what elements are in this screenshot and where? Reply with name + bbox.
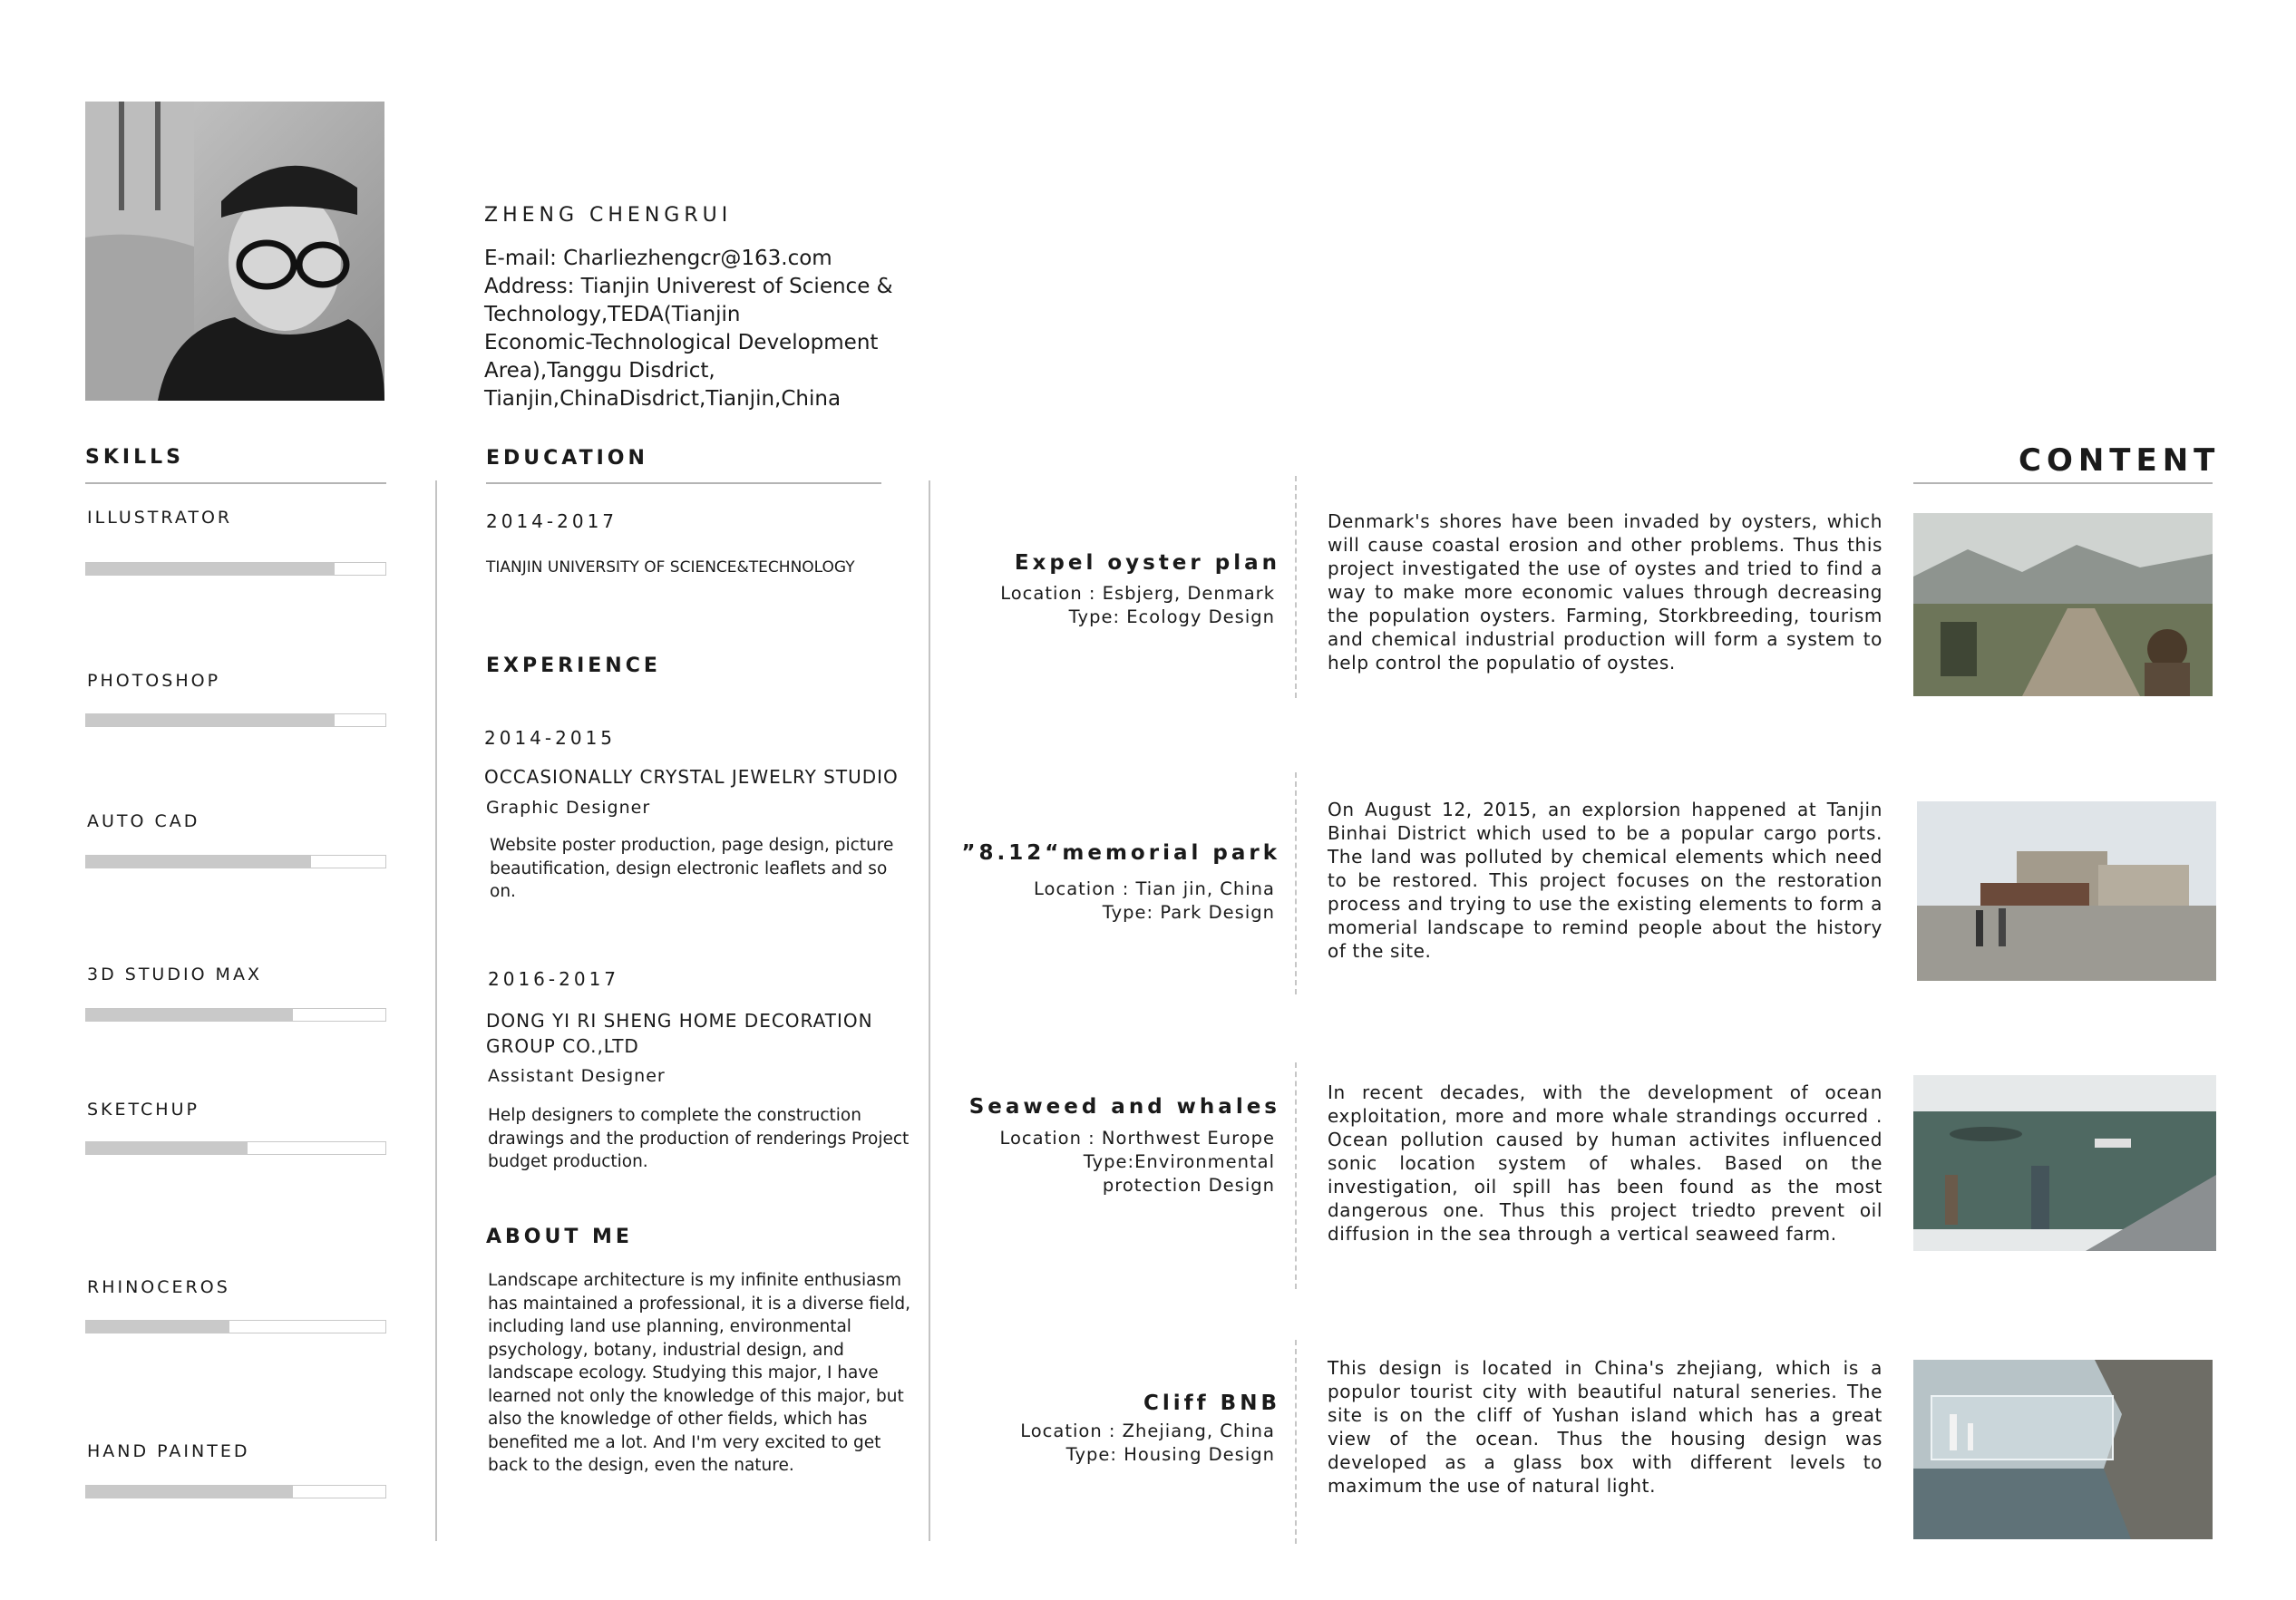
skill-label: 3D STUDIO MAX [87,965,262,984]
content-title: CONTENT [2019,442,2221,479]
dashed-divider [1295,1340,1297,1544]
project-title: Cliff BNB [1143,1392,1280,1415]
job-description: Website poster production, page design, picture beautification, design electronic leaflets and so on. [490,836,894,901]
job-description: Help designers to complete the construction drawings and the production of renderings Project budget production. [488,1106,910,1171]
project-image [1913,1360,2213,1539]
project-location: Location : Tian jin, China [1034,878,1275,899]
project-description: This design is located in China's zhejiang, which is a populor tourist city with beautiful natural seneries. The site is on the cliff of Yushan island which has a great view of the ocean. Thus the housing design was developed as a glass box with different levels to maximum the use of natural light. [1328,1357,1883,1497]
job-years: 2016-2017 [488,968,620,990]
skill-fill [86,856,311,868]
job-role: Graphic Designer [486,798,651,818]
skill-label: HAND PAINTED [87,1441,250,1461]
skill-bar [85,713,386,727]
education-rule [486,482,881,484]
project-image [1913,513,2213,696]
dashed-divider [1295,1062,1297,1289]
project-location: Location : Esbjerg, Denmark [1000,583,1275,604]
project-type: Type: Park Design [1102,902,1275,923]
skill-label: RHINOCEROS [87,1277,230,1297]
skill-bar [85,855,386,868]
dashed-divider [1295,476,1297,698]
about-text: Landscape architecture is my infinite enthusiasm has maintained a professional, it is a diverse field, including land use planning, environmental psychology, botany, industrial design, and landscape ecology. Studying this major, I have learned not only the knowledge of this major, but also the knowledge of other fields, which has benefited me a lot. And I'm very excited to get back to the design, even the nature. [488,1271,911,1475]
skill-bar [85,1008,386,1022]
skill-bar [85,562,386,576]
address-line: Technology,TEDA(Tianjin [484,303,741,326]
job-years: 2014-2015 [484,727,617,749]
skills-rule [85,482,386,484]
profile-photo [85,102,384,401]
job-role: Assistant Designer [488,1066,666,1086]
project-location: Location : Zhejiang, China [1020,1421,1275,1441]
project-title: ”8.12“memorial park [961,841,1280,865]
address-line: Economic-Technological Development [484,331,879,354]
project-description: Denmark's shores have been invaded by oysters, which will cause coastal erosion and other problems. Thus this project investigated the use of oystes and tried to find a way to make more economic values through decreasing the population oysters. Farming, Storkbreeding, tourism and chemical industrial production will form a system to help control the populatio of oystes. [1328,510,1883,674]
email-text: E-mail: Charliezhengcr@163.com [484,247,832,270]
project-type: Type:Environmental [1083,1151,1275,1172]
project-title: Expel oyster plan [1014,551,1280,575]
skill-label: AUTO CAD [87,811,200,831]
education-title: EDUCATION [486,447,648,470]
dashed-divider [1295,772,1297,994]
contact-block [484,245,919,413]
project-description: On August 12, 2015, an explorsion happened at Tanjin Binhai District which used to be a popular cargo ports. The land was polluted by chemical elements which need to be restored. This project focuses on the restoration process and trying to use the existing elements to form a momerial landscape to remind people about the history of the site. [1328,799,1883,962]
skill-label: PHOTOSHOP [87,671,221,691]
skill-bar [85,1320,386,1333]
project-type: Type: Ecology Design [1068,606,1275,627]
project-meta [999,1127,1275,1198]
skills-title: SKILLS [85,446,184,469]
project-image [1913,1075,2216,1251]
column-divider [929,480,930,1541]
about-title: ABOUT ME [486,1226,633,1248]
education-school: TIANJIN UNIVERSITY OF SCIENCE&TECHNOLOGY [486,558,855,577]
project-image [1917,801,2216,981]
project-description: In recent decades, with the development of ocean exploitation, more and more whale strandings occurred . Ocean pollution caused by human activites influenced sonic location system of whales. Based on the investigation, oil spill has been found as the most dangerous one. Thus this project triedto prevent oil diffusion in the sea through a vertical seaweed farm. [1328,1081,1883,1245]
skill-fill [86,1142,248,1154]
skill-label: ILLUSTRATOR [87,508,233,528]
column-divider [435,480,437,1541]
skill-label: SKETCHUP [87,1100,199,1120]
education-year: 2014-2017 [486,510,618,532]
address-line: Tianjin,ChinaDisdrict,Tianjin,China [484,387,842,411]
project-title: Seaweed and whales [968,1095,1280,1119]
project-meta [1020,1420,1275,1467]
job-company: DONG YI RI SHENG HOME DECORATION GROUP CO.,LTD [486,1010,873,1057]
skill-fill [86,1009,293,1021]
project-location: Location : Northwest Europe [999,1128,1275,1149]
project-type: Type: Housing Design [1065,1444,1275,1465]
job-company: OCCASIONALLY CRYSTAL JEWELRY STUDIO [484,766,899,788]
project-type-cont: protection Design [1102,1175,1275,1196]
skill-bar [85,1485,386,1498]
skill-fill [86,714,335,726]
experience-title: EXPERIENCE [486,655,661,677]
skill-fill [86,1321,229,1333]
address-line: Area),Tanggu Disdrict, [484,359,715,383]
skill-fill [86,563,335,575]
person-name: ZHENG CHENGRUI [484,204,733,227]
skill-fill [86,1486,293,1498]
content-rule [1913,482,2213,484]
project-meta [1034,878,1275,925]
address-line: Address: Tianjin Univerest of Science & [484,275,893,298]
skill-bar [85,1141,386,1155]
project-meta [1000,582,1275,629]
